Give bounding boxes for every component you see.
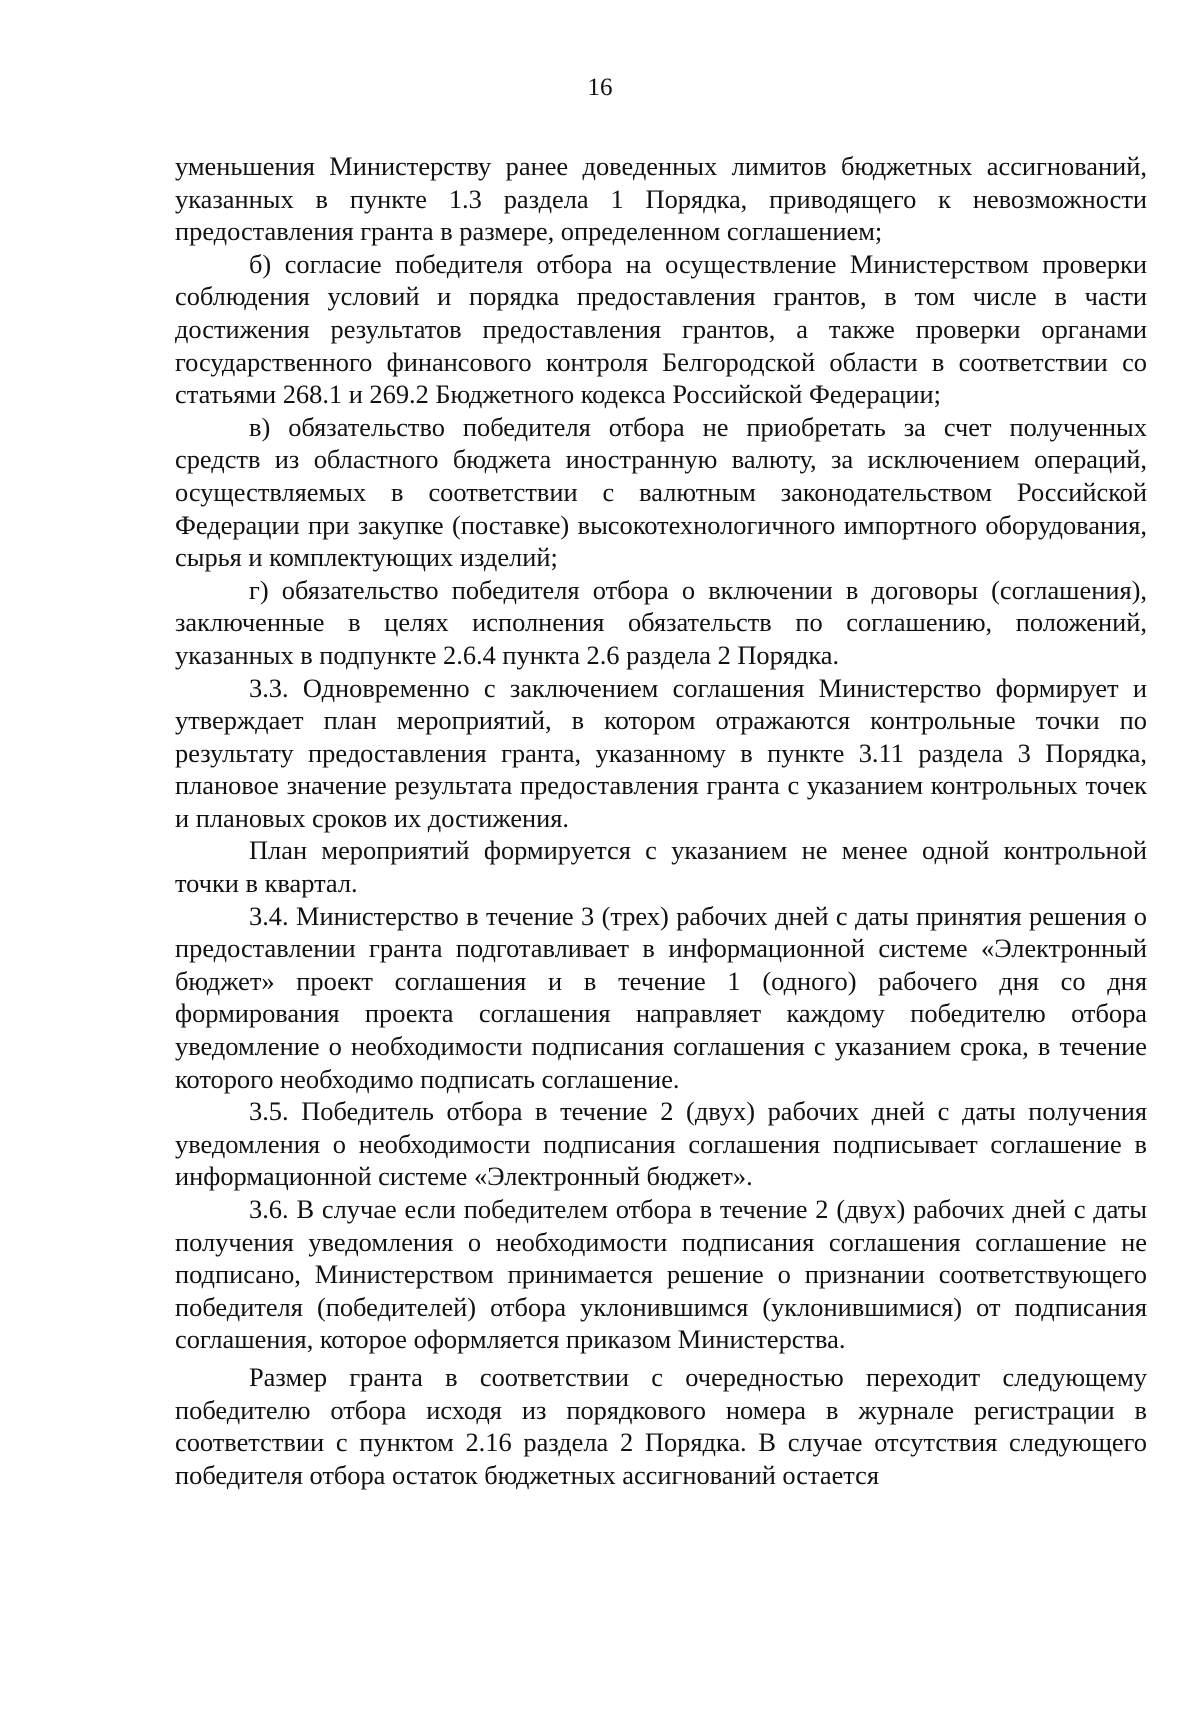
- paragraph-plan: План мероприятий формируется с указанием не менее одной контрольной точки в квартал.: [175, 835, 1147, 899]
- paragraph-continuation: уменьшения Министерству ранее доведенных лимитов бюджетных ассигнований, указанных в пункте 1.3 раздела 1 Порядка, приводящего к невозможности предоставления гранта в размере, определенном соглашением;: [175, 151, 1147, 247]
- paragraph-item-g: г) обязательство победителя отбора о включении в договоры (соглашения), заключенные в целях исполнения обязательств по соглашению, положений, указанных в подпункте 2.6.4 пункта 2.6 раздела 2 Порядка.: [175, 574, 1147, 670]
- paragraph-grant-size: Размер гранта в соответствии с очередностью переходит следующему победителю отбора исходя из порядкового номера в журнале регистрации в соответствии с пунктом 2.16 раздела 2 Порядка. В случае отсутствия следующего победителя отбора остаток бюджетных ассигнований остается: [175, 1361, 1147, 1490]
- paragraph-clause-3-3: 3.3. Одновременно с заключением соглашения Министерство формирует и утверждает план мероприятий, в котором отражаются контрольные точки по результату предоставления гранта, указанному в пункте 3.11 раздела 3 Порядка, плановое значение результата предоставления гранта с указанием контрольных точек и плановых сроков их достижения.: [175, 672, 1147, 833]
- paragraph-clause-3-6: 3.6. В случае если победителем отбора в течение 2 (двух) рабочих дней с даты получения уведомления о необходимости подписания соглашения соглашение не подписано, Министерством принимается решение о признании соответствующего победителя (победителей) отбора уклонившимся (уклонившимися) от подписания соглашения, которое оформляется приказом Министерства.: [175, 1194, 1147, 1355]
- paragraph-item-b: б) согласие победителя отбора на осуществление Министерством проверки соблюдения условий и порядка предоставления грантов, в том числе в части достижения результатов предоставления грантов, а также проверки органами государственного финансового контроля Белгородской области в соответствии со статьями 268.1 и 269.2 Бюджетного кодекса Российской Федерации;: [175, 248, 1147, 410]
- page-number: 16: [587, 74, 613, 101]
- paragraph-clause-3-5: 3.5. Победитель отбора в течение 2 (двух) рабочих дней с даты получения уведомления о необходимости подписания соглашения подписывает соглашение в информационной системе «Электронный бюджет».: [175, 1096, 1147, 1192]
- paragraph-clause-3-4: 3.4. Министерство в течение 3 (трех) рабочих дней с даты принятия решения о предоставлении гранта подготавливает в информационной системе «Электронный бюджет» проект соглашения и в течение 1 (одного) рабочего дня со дня формирования проекта соглашения направляет каждому победителю отбора уведомление о необходимости подписания соглашения с указанием срока, в течение которого необходимо подписать соглашение.: [175, 900, 1147, 1094]
- document-body: [175, 150, 1147, 1491]
- paragraph-item-v: в) обязательство победителя отбора не приобретать за счет полученных средств из областного бюджета иностранную валюту, за исключением операций, осуществляемых в соответствии с валютным законодательством Российской Федерации при закупке (поставке) высокотехнологичного импортного оборудования, сырья и комплектующих изделий;: [175, 411, 1147, 573]
